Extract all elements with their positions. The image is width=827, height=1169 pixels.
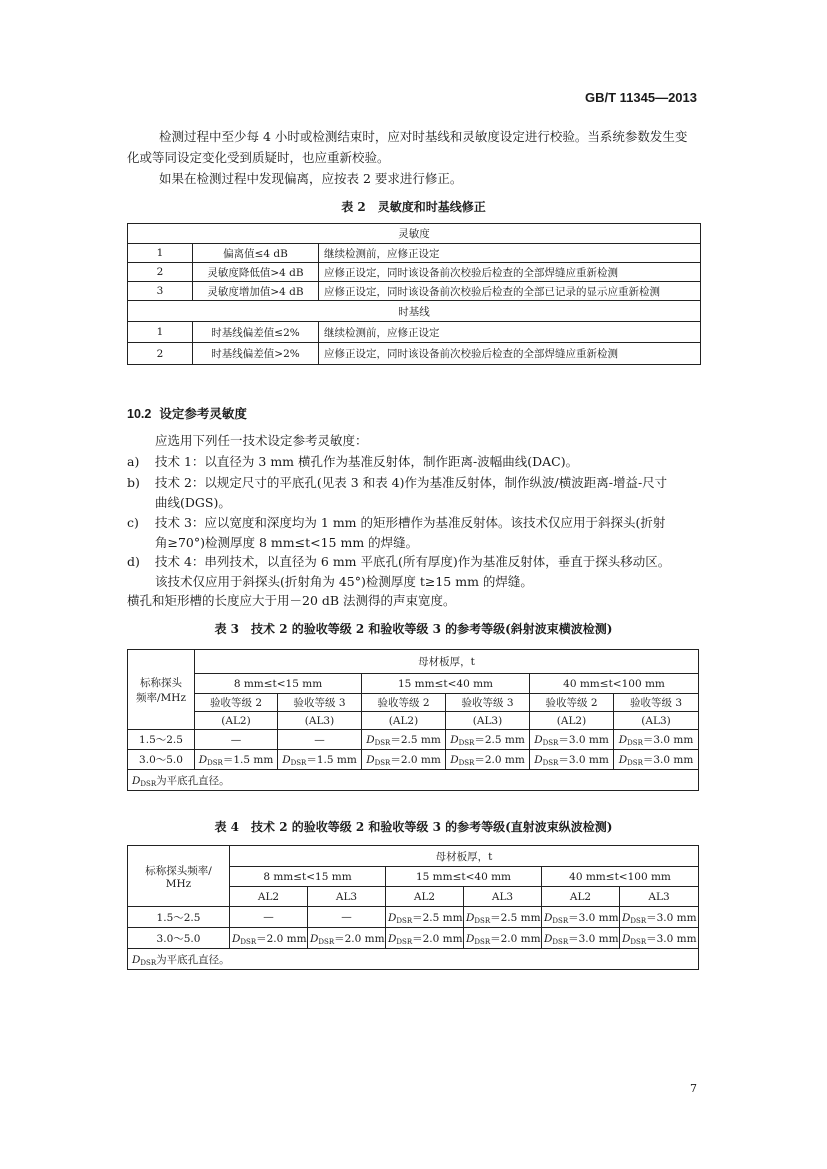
action-cell: 应修正设定，同时该设备前次校验后检查的全部焊缝应重新检测	[319, 263, 701, 282]
dsr-subscript: DSR	[458, 739, 475, 747]
d-symbol: D	[466, 932, 475, 945]
freq-header	[128, 846, 230, 907]
table-row	[128, 322, 701, 343]
freq-cell: 3.0～5.0	[128, 928, 230, 949]
value-text: ＝2.5 mm	[412, 911, 463, 924]
value-cell	[446, 750, 530, 770]
level-name: 验收等级 2	[362, 694, 446, 712]
d-symbol: D	[198, 754, 208, 766]
value-cell	[230, 907, 308, 928]
value-text: ＝3.0 mm	[568, 911, 619, 924]
intro-line-1: 检测过程中至少每 4 小时或检测结束时，应对时基线和灵敏度设定进行校验。当系统参数发生变	[159, 129, 688, 144]
d-symbol: D	[534, 754, 543, 766]
page-number: 7	[690, 1082, 697, 1095]
level-code: AL3	[464, 887, 542, 907]
level-name: 验收等级 3	[614, 694, 699, 712]
level-name: 验收等级 2	[530, 694, 614, 712]
row-number: 1	[128, 322, 193, 343]
dsr-subscript: DSR	[396, 937, 413, 946]
value-cell	[620, 907, 699, 928]
dsr-subscript: DSR	[140, 779, 157, 788]
value-text: ＝2.0 mm	[256, 932, 307, 945]
value-text: ＝1.5 mm	[306, 754, 357, 766]
thickness-range: 8 mm≤t<15 mm	[230, 867, 386, 887]
d-symbol: D	[466, 911, 475, 924]
value-cell	[464, 907, 542, 928]
d-symbol: D	[366, 754, 375, 766]
thickness-range: 15 mm≤t<40 mm	[386, 867, 542, 887]
thickness-range: 15 mm≤t<40 mm	[362, 674, 530, 694]
freq-cell: 1.5～2.5	[128, 730, 195, 750]
standard-number: GB/T 11345—2013	[584, 90, 697, 105]
item-b-label: b)	[127, 475, 140, 490]
row-number: 2	[128, 263, 193, 282]
dsr-subscript: DSR	[318, 937, 335, 946]
level-name: 验收等级 3	[446, 694, 530, 712]
dash: —	[263, 911, 274, 923]
thickness-range: 40 mm≤t<100 mm	[542, 867, 699, 887]
action-cell: 继续检测前，应修正设定	[319, 322, 701, 343]
d-symbol: D	[132, 953, 141, 966]
intro-line-2: 化或等同设定变化受到质疑时，也应重新校验。	[127, 150, 390, 165]
deviation-cell: 灵敏度增加值>4 dB	[193, 282, 319, 301]
d-symbol: D	[622, 932, 631, 945]
value-cell	[362, 730, 446, 750]
item-c-line-2: 角≥70°)检测厚度 8 mm≤t<15 mm 的焊缝。	[155, 535, 419, 550]
table4-caption: 表 4 技术 2 的验收等级 2 和验收等级 3 的参考等级(直射波束纵波检测)	[214, 820, 613, 834]
thickness-header: 母材板厚，t	[230, 846, 699, 867]
dsr-subscript: DSR	[240, 937, 257, 946]
value-text: ＝2.0 mm	[490, 932, 541, 945]
value-cell	[542, 928, 620, 949]
freq-header-line-1: 标称探头	[140, 676, 182, 689]
table4	[127, 845, 699, 970]
level-code: AL3	[620, 887, 699, 907]
d-symbol: D	[622, 911, 631, 924]
d-symbol: D	[544, 911, 553, 924]
action-cell: 继续检测前，应修正设定	[319, 244, 701, 263]
dsr-subscript: DSR	[207, 759, 223, 767]
deviation-cell: 时基线偏差值≤2%	[193, 322, 319, 343]
d-symbol: D	[450, 734, 459, 746]
dsr-subscript: DSR	[474, 916, 491, 925]
level-code: AL2	[386, 887, 464, 907]
thickness-range: 8 mm≤t<15 mm	[195, 674, 362, 694]
value-cell	[386, 928, 464, 949]
row-number: 3	[128, 282, 193, 301]
table2-caption: 表 2 灵敏度和时基线修正	[341, 200, 486, 214]
item-a-label: a)	[127, 454, 140, 469]
section-number: 10.2	[127, 407, 152, 421]
value-cell	[362, 750, 446, 770]
table-note	[128, 949, 699, 970]
value-text: ＝3.0 mm	[642, 754, 694, 766]
level-code: (AL2)	[195, 712, 278, 730]
dsr-subscript: DSR	[630, 916, 647, 925]
d-symbol: D	[388, 932, 397, 945]
thickness-range: 40 mm≤t<100 mm	[530, 674, 699, 694]
value-cell	[542, 907, 620, 928]
d-symbol: D	[232, 932, 241, 945]
row-number: 2	[128, 343, 193, 365]
d-symbol: D	[544, 932, 553, 945]
table3	[127, 649, 699, 791]
level-code: AL3	[308, 887, 386, 907]
item-b-line-1: 技术 2：以规定尺寸的平底孔(见表 3 和表 4)作为基准反射体，制作纵波/横波距离-增益-尺寸	[155, 475, 668, 490]
d-symbol: D	[534, 734, 543, 746]
value-cell	[614, 730, 699, 750]
freq-header	[128, 650, 195, 730]
value-text: ＝2.0 mm	[474, 754, 525, 766]
body-lead: 应选用下列任一技术设定参考灵敏度：	[155, 433, 368, 448]
d-symbol: D	[388, 911, 397, 924]
action-cell: 应修正设定，同时该设备前次校验后检查的全部已记录的显示应重新检测	[319, 282, 701, 301]
level-code: AL2	[230, 887, 308, 907]
dash: —	[230, 733, 242, 746]
level-code: (AL3)	[278, 712, 362, 730]
freq-header-line-1: 标称探头频率/	[145, 864, 212, 877]
value-cell	[530, 750, 614, 770]
dsr-subscript: DSR	[474, 937, 491, 946]
value-text: ＝2.5 mm	[390, 734, 441, 746]
item-a-line-1: 技术 1：以直径为 3 mm 横孔作为基准反射体，制作距离-波幅曲线(DAC)。	[155, 454, 579, 469]
table-row	[128, 263, 701, 282]
level-code: (AL2)	[362, 712, 446, 730]
table-row	[128, 282, 701, 301]
value-text: ＝3.0 mm	[568, 932, 619, 945]
value-cell	[278, 730, 362, 750]
value-cell	[195, 730, 278, 750]
value-cell	[230, 928, 308, 949]
freq-cell: 3.0～5.0	[128, 750, 195, 770]
table-note	[128, 770, 699, 791]
table-row	[128, 730, 699, 750]
value-cell	[308, 907, 386, 928]
value-cell	[278, 750, 362, 770]
row-number: 1	[128, 244, 193, 263]
d-symbol: D	[618, 754, 628, 766]
value-cell	[464, 928, 542, 949]
dsr-subscript: DSR	[552, 937, 569, 946]
freq-cell: 1.5～2.5	[128, 907, 230, 928]
deviation-cell: 偏离值≤4 dB	[193, 244, 319, 263]
section-heading	[127, 404, 247, 422]
table-row	[128, 907, 699, 928]
item-b-line-2: 曲线(DGS)。	[155, 495, 231, 510]
table-row	[128, 244, 701, 263]
d-symbol: D	[132, 774, 141, 787]
table-row	[128, 750, 699, 770]
freq-header-line-2: 频率/MHz	[136, 691, 186, 704]
item-c-line-1: 技术 3：应以宽度和深度均为 1 mm 的矩形槽作为基准反射体。该技术仅应用于斜探头(折射	[155, 515, 666, 530]
d-symbol: D	[282, 754, 291, 766]
note-text: 为平底孔直径。	[156, 953, 230, 966]
level-code: AL2	[542, 887, 620, 907]
value-cell	[620, 928, 699, 949]
d-symbol: D	[310, 932, 319, 945]
value-text: ＝3.0 mm	[646, 932, 697, 945]
dsr-subscript: DSR	[396, 916, 413, 925]
dsr-subscript: DSR	[542, 739, 559, 747]
value-cell	[386, 907, 464, 928]
dsr-subscript: DSR	[140, 958, 157, 967]
item-d-line-2: 该技术仅应用于斜探头(折射角为 45°)检测厚度 t≥15 mm 的焊缝。	[155, 574, 533, 589]
value-text: ＝1.5 mm	[222, 754, 274, 766]
action-cell: 应修正设定，同时该设备前次校验后检查的全部焊缝应重新检测	[319, 343, 701, 365]
dsr-subscript: DSR	[542, 759, 559, 767]
level-code: (AL3)	[446, 712, 530, 730]
value-text: ＝3.0 mm	[642, 734, 694, 746]
dash: —	[341, 911, 352, 923]
intro-line-3: 如果在检测过程中发现偏离，应按表 2 要求进行修正。	[159, 171, 463, 186]
value-text: ＝2.5 mm	[490, 911, 541, 924]
value-text: ＝2.0 mm	[412, 932, 463, 945]
table-row	[128, 928, 699, 949]
d-symbol: D	[366, 734, 375, 746]
dsr-subscript: DSR	[552, 916, 569, 925]
level-code: (AL2)	[530, 712, 614, 730]
level-name: 验收等级 2	[195, 694, 278, 712]
value-text: ＝2.0 mm	[390, 754, 441, 766]
dsr-subscript: DSR	[290, 759, 307, 767]
section-title: 设定参考灵敏度	[159, 406, 247, 421]
item-d-line-1: 技术 4：串列技术，以直径为 6 mm 平底孔(所有厚度)作为基准反射体，垂直于探头移动区。	[155, 554, 671, 569]
dsr-subscript: DSR	[627, 739, 643, 747]
value-cell	[195, 750, 278, 770]
value-text: ＝3.0 mm	[558, 734, 609, 746]
deviation-cell: 时基线偏差值>2%	[193, 343, 319, 365]
level-code: (AL3)	[614, 712, 699, 730]
freq-header-line-2: MHz	[165, 877, 192, 890]
dsr-subscript: DSR	[458, 759, 475, 767]
item-d-label: d)	[127, 554, 140, 569]
thickness-header: 母材板厚，t	[195, 650, 699, 674]
dsr-subscript: DSR	[627, 759, 643, 767]
d-symbol: D	[618, 734, 628, 746]
deviation-cell: 灵敏度降低值>4 dB	[193, 263, 319, 282]
dsr-subscript: DSR	[374, 759, 391, 767]
body-closing: 横孔和矩形槽的长度应大于用－20 dB 法测得的声束宽度。	[127, 593, 456, 608]
note-text: 为平底孔直径。	[156, 774, 230, 787]
table2-group-timebase: 时基线	[128, 301, 701, 322]
dsr-subscript: DSR	[374, 739, 391, 747]
table2	[127, 223, 701, 365]
value-text: ＝2.5 mm	[474, 734, 525, 746]
table2-group-sensitivity: 灵敏度	[128, 224, 701, 244]
item-c-label: c)	[127, 515, 139, 530]
dash: —	[314, 733, 325, 746]
value-cell	[614, 750, 699, 770]
value-cell	[530, 730, 614, 750]
value-text: ＝2.0 mm	[334, 932, 385, 945]
dsr-subscript: DSR	[630, 937, 647, 946]
value-text: ＝3.0 mm	[646, 911, 697, 924]
table3-caption: 表 3 技术 2 的验收等级 2 和验收等级 3 的参考等级(斜射波束横波检测)	[214, 622, 613, 636]
d-symbol: D	[450, 754, 459, 766]
value-cell	[308, 928, 386, 949]
level-name: 验收等级 3	[278, 694, 362, 712]
value-text: ＝3.0 mm	[558, 754, 609, 766]
table-row	[128, 343, 701, 365]
value-cell	[446, 730, 530, 750]
